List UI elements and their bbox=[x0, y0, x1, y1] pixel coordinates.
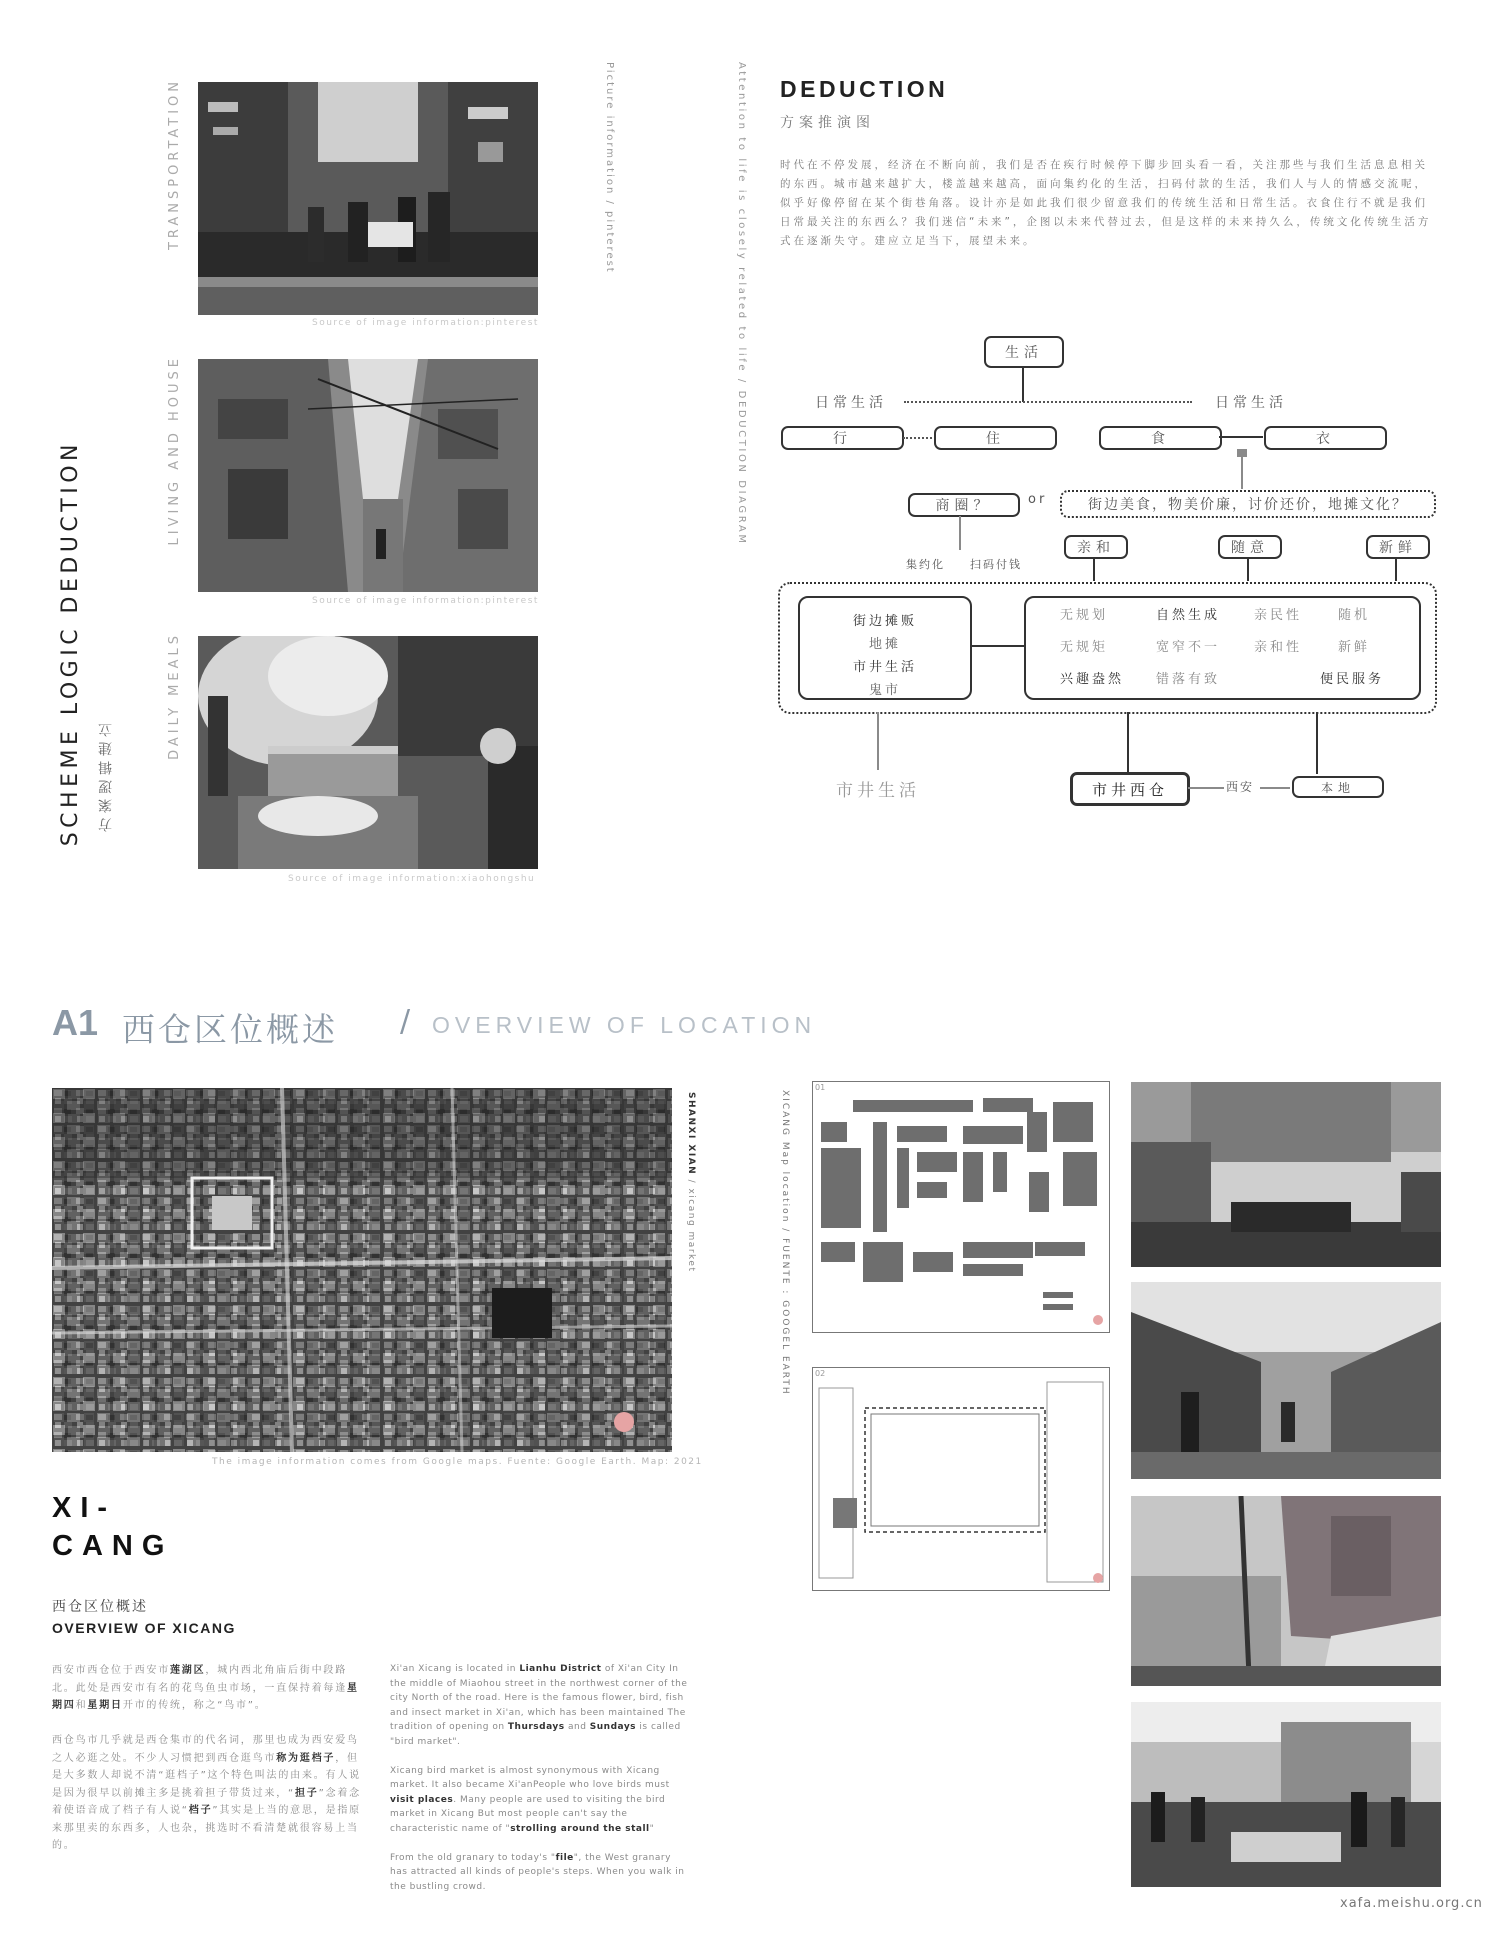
mall-note-1: 集约化 bbox=[906, 558, 945, 571]
grid-cell: 无规矩 bbox=[1060, 640, 1109, 655]
para-cn-segment: 和 bbox=[75, 1700, 88, 1711]
section-code: A1 bbox=[52, 1002, 99, 1043]
para-en-segment: Xicang bird market is almost synonymous with Xicang market. It also became Xi'anPeople who love birds must bbox=[390, 1765, 670, 1790]
xicang-paragraph-en bbox=[390, 1662, 690, 1894]
market-photo-1 bbox=[1131, 1082, 1441, 1267]
node-local: 本地 bbox=[1292, 776, 1384, 798]
panel-line-3: 市井生活 bbox=[852, 660, 917, 675]
node-shi: 食 bbox=[1099, 426, 1222, 450]
category-label-meals: DAILY MEALS bbox=[167, 632, 182, 760]
para-cn-bold: 星期日 bbox=[87, 1700, 123, 1711]
trait-xinxian: 新鲜 bbox=[1366, 535, 1430, 559]
meals-caption: Source of image information:xiaohongshu bbox=[288, 874, 536, 884]
living-photo bbox=[198, 359, 538, 592]
map-plan-02 bbox=[812, 1367, 1110, 1591]
transportation-caption: Source of image information:pinterest bbox=[312, 318, 539, 328]
connector bbox=[1316, 712, 1318, 774]
mall-note-2: 扫码付钱 bbox=[970, 558, 1022, 571]
xian-label: 西安 bbox=[1226, 780, 1255, 794]
para-en-bold: strolling around the stall bbox=[510, 1823, 650, 1834]
para-cn-bold: 星期四 bbox=[52, 1682, 359, 1711]
para-cn-segment: 开市的传统，称之“鸟市”。 bbox=[122, 1700, 267, 1711]
node-xing: 行 bbox=[781, 426, 904, 450]
trait-qinhe: 亲和 bbox=[1064, 535, 1128, 559]
connector bbox=[1395, 559, 1397, 581]
connector bbox=[1022, 366, 1024, 402]
grid-cell: 亲和性 bbox=[1254, 640, 1303, 655]
para-cn-segment: ，城内西北角庙后街中段路北。此处是西安市有名的花鸟鱼虫市场，一直保持着每逢 bbox=[52, 1665, 348, 1694]
grid-cell: 自然生成 bbox=[1156, 608, 1221, 623]
street-vendor-panel bbox=[798, 596, 972, 700]
para-cn-bold: 担子 bbox=[294, 1787, 319, 1799]
para-en-segment: " bbox=[649, 1823, 655, 1834]
street-question-box: 街边美食，物美价廉，讨价还价，地摊文化？ bbox=[1060, 490, 1436, 518]
xicang-subtitle-en: OVERVIEW OF XICANG bbox=[52, 1620, 236, 1636]
meals-photo bbox=[198, 636, 538, 869]
trait-suiyi: 随意 bbox=[1218, 535, 1282, 559]
map-vertical-label: XICANG Map location / FUENTE : GOOGEL EARTH bbox=[780, 1090, 790, 1396]
grid-cell: 兴趣盎然 bbox=[1060, 672, 1125, 687]
satellite-side-label: SHANXI XIAN / xicang market bbox=[686, 1092, 696, 1273]
para-cn-segment: ”念着念着使语音成了档子有人说“ bbox=[52, 1787, 361, 1816]
bottom-left-label: 市井生活 bbox=[836, 781, 920, 801]
satellite-map bbox=[52, 1088, 672, 1452]
node-zhu: 住 bbox=[934, 426, 1057, 450]
shi-yi-link bbox=[1219, 436, 1263, 438]
xicang-title-line2: CANG bbox=[52, 1530, 174, 1562]
para-en-bold: Thursdays bbox=[507, 1722, 565, 1732]
para-en-bold: visit places bbox=[390, 1794, 454, 1805]
para-cn-segment: ，但是大多数人却说不清“逛档子”这个特色叫法的由来。有人说是因为很早以前摊主多是挑着担子带货过来，“ bbox=[52, 1752, 361, 1799]
node-life: 生活 bbox=[984, 336, 1064, 368]
panel-line-4: 鬼市 bbox=[868, 683, 901, 698]
grid-cell: 无规划 bbox=[1060, 608, 1109, 623]
connector bbox=[1093, 559, 1095, 581]
grid-cell: 宽窄不一 bbox=[1156, 640, 1221, 655]
para-en-bold: Sundays bbox=[589, 1722, 637, 1732]
grid-cell: 随机 bbox=[1338, 608, 1371, 623]
para-cn-bold: 档子 bbox=[188, 1805, 213, 1816]
para-en-segment: of Xi'an City In the middle of Miaohou street in the northwest corner of the city North of the road. Here is the famous flower, bird, fish and insect market in Xi'an, which has been maintained The tradition of opening on bbox=[390, 1664, 688, 1732]
watermark-url: xafa.meishu.org.cn bbox=[1340, 1896, 1483, 1911]
grid-cell: 亲民性 bbox=[1254, 608, 1303, 623]
connector bbox=[1188, 787, 1224, 789]
map-number-01: 01 bbox=[815, 1083, 826, 1092]
scheme-logic-subtitle-cn: 方案逻辑建立 bbox=[98, 718, 114, 832]
connector bbox=[1237, 449, 1247, 457]
grid-cell: 便民服务 bbox=[1320, 672, 1385, 687]
map-number-02: 02 bbox=[815, 1369, 826, 1378]
satellite-caption: The image information comes from Google maps. Fuente: Google Earth. Map: 2021 bbox=[212, 1457, 703, 1467]
picture-info-note: Picture information / pinterest bbox=[604, 62, 615, 274]
para-cn-segment: ”其实是上当的意思，是指原来那里卖的东西多，人也杂，挑选时不看清楚就很容易上当的。 bbox=[52, 1805, 361, 1851]
living-caption: Source of image information:pinterest bbox=[312, 596, 539, 606]
para-en-segment: . Many people are used to visiting the bird market in Xicang But most people can't say the characteristic name of " bbox=[390, 1794, 666, 1834]
market-photo-2 bbox=[1131, 1282, 1441, 1479]
connector bbox=[1260, 787, 1290, 789]
xicang-paragraph-cn bbox=[52, 1662, 368, 1855]
attention-note: Attention to life is closely related to life / DEDUCTION DIAGRAM bbox=[736, 62, 747, 546]
deduction-paragraph: 时代在不停发展，经济在不断向前，我们是否在疾行时候停下脚步回头看一看，关注那些与我们生活息息相关的东西。城市越来越扩大，楼盖越来越高，面向集约化的生活，扫码付款的生活，我们人与人的情感交流呢，似乎好像停留在某个街巷角落。设计亦是如此我们很少留意我们的传统生活和日常生活。衣食住行不就是我们日常最关注的东西么？我们迷信“未来”，企图以未来代替过去，但是这样的未来持久么，传统文化传统生活方式在逐渐失守。建应立足当下，展望未来。 bbox=[780, 159, 1432, 247]
connector bbox=[1127, 712, 1129, 772]
connector bbox=[970, 645, 1024, 647]
para-en-bold: file bbox=[555, 1852, 574, 1863]
or-label: or bbox=[1028, 492, 1048, 507]
xing-zhu-link bbox=[903, 437, 932, 439]
connector bbox=[959, 516, 961, 550]
node-yi: 衣 bbox=[1264, 426, 1387, 450]
connector bbox=[1247, 559, 1249, 581]
node-mall: 商圈？ bbox=[908, 493, 1020, 517]
section-title-en: OVERVIEW OF LOCATION bbox=[432, 1012, 817, 1038]
para-en-segment: Xi'an Xicang is located in bbox=[390, 1664, 520, 1674]
scheme-logic-title: SCHEME LOGIC DEDUCTION bbox=[58, 440, 83, 847]
xicang-subtitle-cn: 西仓区位概述 bbox=[52, 1599, 148, 1615]
panel-line-1: 街边摊贩 bbox=[852, 614, 917, 629]
para-en-segment: From the old granary to today's " bbox=[390, 1852, 556, 1863]
para-cn-bold: 称为逛档子 bbox=[276, 1752, 336, 1764]
deduction-title: DEDUCTION bbox=[780, 76, 949, 102]
node-shijing-xicang: 市井西仓 bbox=[1070, 772, 1190, 806]
para-en-bold: Lianhu District bbox=[519, 1664, 602, 1674]
para-cn-bold: 莲湖区 bbox=[170, 1665, 206, 1676]
para-en-segment: is called "bird market". bbox=[390, 1722, 681, 1747]
category-label-transportation: TRANSPORTATION bbox=[167, 78, 182, 251]
para-cn-segment: 西仓鸟市几乎就是西仓集市的代名词，那里也成为西安爱鸟之人必逛之处。不少人习惯把到西仓逛鸟市 bbox=[52, 1735, 359, 1764]
panel-line-2: 地摊 bbox=[868, 637, 901, 652]
section-divider: / bbox=[400, 1004, 411, 1039]
connector bbox=[877, 712, 879, 770]
branch-left-label: 日常生活 bbox=[815, 395, 887, 411]
branch-line bbox=[904, 401, 1192, 403]
para-cn-segment: 西安市西仓位于西安市 bbox=[52, 1665, 170, 1676]
xicang-title-line1: XI- bbox=[52, 1492, 117, 1524]
map-plan-01 bbox=[812, 1081, 1110, 1333]
deduction-subtitle: 方案推演图 bbox=[780, 115, 875, 131]
category-label-living: LIVING AND HOUSE bbox=[167, 355, 182, 546]
grid-cell: 错落有致 bbox=[1156, 672, 1221, 687]
para-en-segment: ", the West granary has attracted all kinds of people's steps. When you walk in the bustling crowd. bbox=[390, 1852, 685, 1892]
section-title-cn: 西仓区位概述 bbox=[122, 1010, 338, 1049]
transportation-photo bbox=[198, 82, 538, 315]
branch-right-label: 日常生活 bbox=[1215, 395, 1287, 411]
para-en-segment: and bbox=[564, 1722, 590, 1732]
market-photo-3 bbox=[1131, 1496, 1441, 1686]
market-photo-4 bbox=[1131, 1702, 1441, 1887]
grid-cell: 新鲜 bbox=[1338, 640, 1371, 655]
